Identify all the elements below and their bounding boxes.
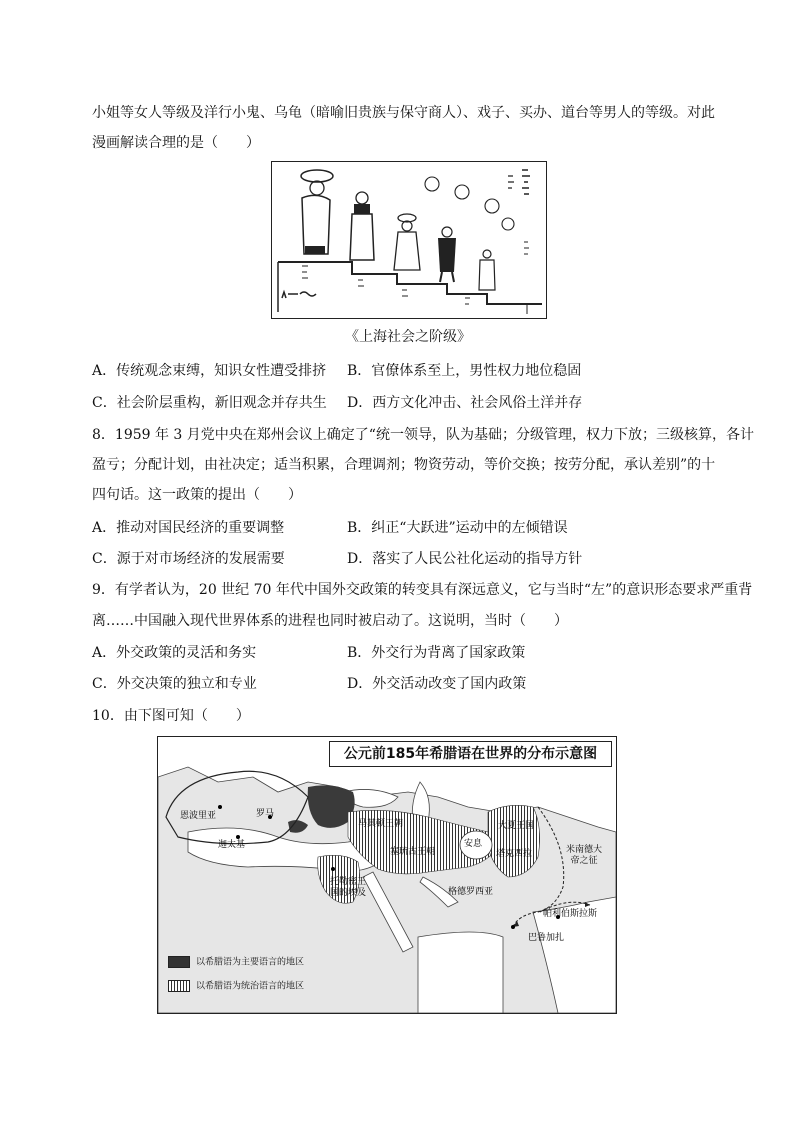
q7-option-d[interactable]: D．西方文化冲击、社会风俗土洋并存 [347,395,583,411]
legend-ruling-label: 以希腊语为统治语言的地区 [196,981,305,992]
q9-stem-line1: 9．有学者认为，20 世纪 70 年代中国外交政策的转变具有深远意义，它与当时“左”的意识形态要求严重背 [92,582,753,598]
q9-stem-line2: 离……中国融入现代世界体系的进程也同时被启动了。这说明，当时（ ） [92,613,568,629]
q10-stem: 10．由下图可知（ ） [92,708,250,724]
q8-option-d[interactable]: D．落实了人民公社化运动的指导方针 [347,551,583,567]
map-label-campaign: 米南德大帝之征 [565,845,602,866]
map-label-ptolemy: 托勒密王国的埃及 [330,877,367,898]
q7-stem-line1: 小姐等女人等级及洋行小鬼、乌龟（暗喻旧贵族与保守商人）、戏子、买办、道台等男人的等级。对此 [92,105,715,121]
q9-option-a[interactable]: A．外交政策的灵活和务实 [92,645,257,661]
q7-option-b[interactable]: B．官僚体系至上，男性权力地位稳固 [347,363,582,379]
legend-ruling-swatch [168,980,190,992]
legend-primary-swatch [168,956,190,968]
map-label-taxila: 塔克西拉 [496,849,533,859]
legend-primary [168,956,304,969]
cartoon-illustration [271,161,547,319]
q8-stem-line3: 四句话。这一政策的提出（ ） [92,487,302,503]
q7-stem-line2: 漫画解读合理的是（ ） [92,135,260,151]
q8-option-b[interactable]: B．纠正“大跃进”运动中的左倾错误 [347,520,568,536]
map-title: 公元前185年希腊语在世界的分布示意图 [329,741,612,767]
map-label-barygaza: 巴鲁加扎 [528,933,565,943]
q8-stem-line2: 盈亏；分配计划，由社决定；适当积累，合理调剂；物资劳动，等价交换；按劳分配，承认差别”的十 [92,457,716,473]
map-label-iberia: 恩波里亚 [180,811,217,821]
legend-primary-label: 以希腊语为主要语言的地区 [196,957,305,968]
q9-option-c[interactable]: C．外交决策的独立和专业 [92,676,257,692]
cartoon-caption: 《上海社会之阶级》 [345,329,471,345]
q7-option-c[interactable]: C．社会阶层重构，新旧观念并存共生 [92,395,327,411]
map-label-palibothra: 帕利伯斯拉斯 [543,909,598,919]
q8-stem-line1: 8．1959 年 3 月党中央在郑州会议上确定了“统一领导，队为基础；分级管理，权力下放；三级核算，各计 [92,427,754,443]
q9-option-d[interactable]: D．外交活动改变了国内政策 [347,676,527,692]
map-drawing [158,737,616,1013]
map-label-seleucid: 塞琉古王朝 [390,847,436,857]
cartoon-drawing [272,162,546,318]
map-label-parthia: 安息 [464,839,483,849]
q8-option-c[interactable]: C．源于对市场经济的发展需要 [92,551,285,567]
map-label-rome: 罗马 [256,809,275,819]
map-label-gedrosia: 格德罗西亚 [448,887,494,897]
q8-option-a[interactable]: A．推动对国民经济的重要调整 [92,520,285,536]
map-label-macedon: 马其顿王朝 [358,819,404,829]
map-label-bactria: 大夏王国 [498,821,535,831]
q9-option-b[interactable]: B．外交行为背离了国家政策 [347,645,526,661]
legend-ruling [168,980,304,993]
greek-language-map [157,736,617,1014]
map-label-carthage: 迦太基 [218,840,246,850]
q7-option-a[interactable]: A．传统观念束缚，知识女性遭受排挤 [92,363,327,379]
